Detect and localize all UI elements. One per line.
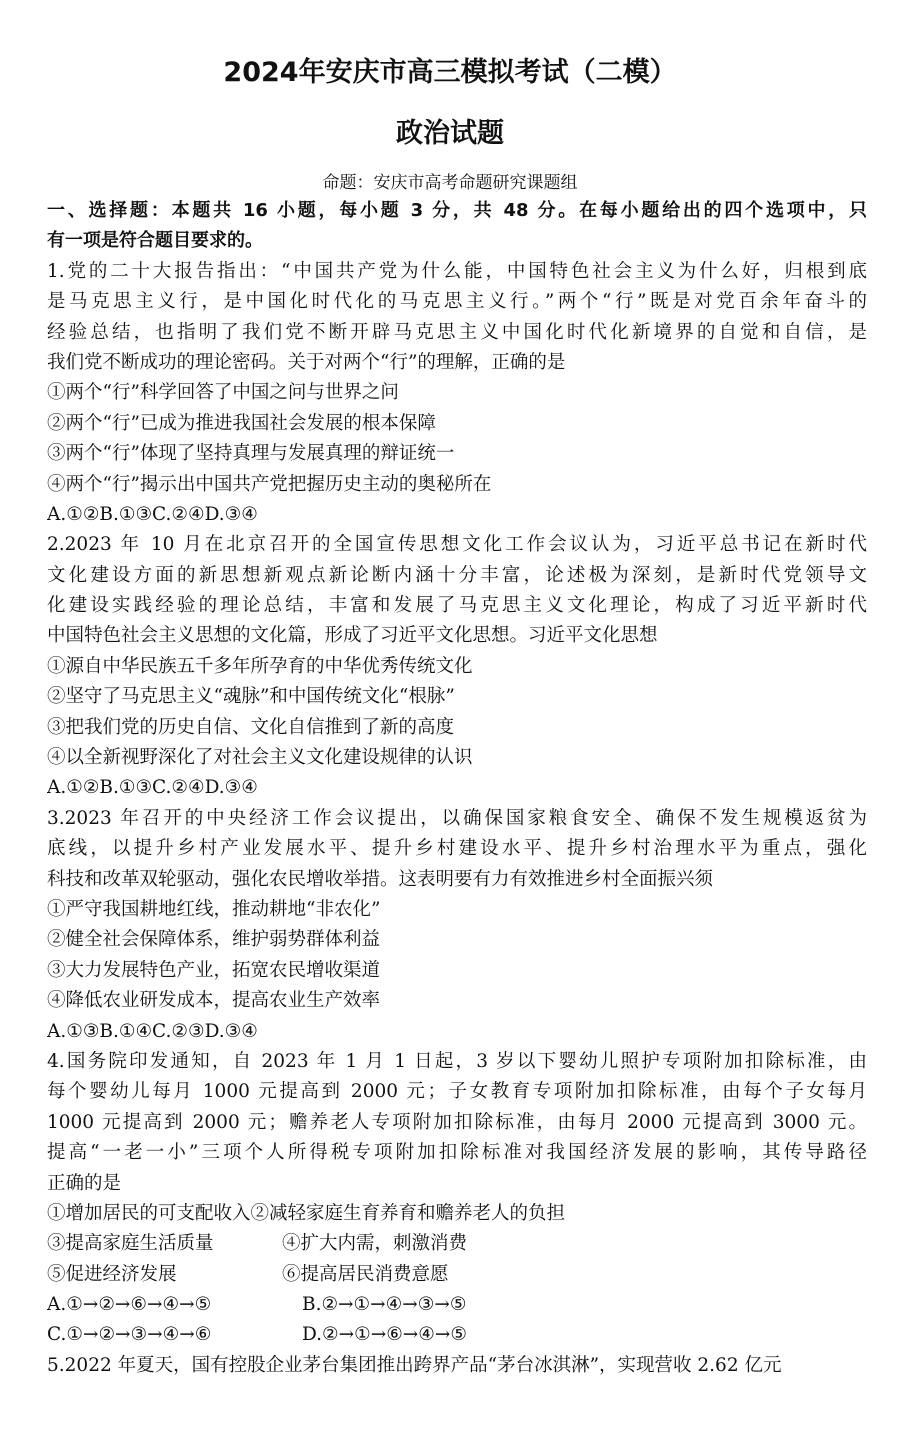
statement-item-row	[47, 1260, 867, 1290]
statement-item: ④扩大内需，刺激消费	[282, 1233, 468, 1255]
question-stem-line: 每个婴幼儿每月 1000 元提高到 2000 元；子女教育专项附加扣除标准，由每个子女每月	[47, 1081, 867, 1103]
answer-option-d: D.②→①→⑥→④→⑤	[302, 1324, 467, 1346]
question-2	[47, 530, 867, 804]
question-stem-line: 我们党不断成功的理论密码。关于对两个“行”的理解，正确的是	[47, 351, 566, 373]
answer-options: A.①②B.①③C.②④D.③④	[47, 503, 258, 525]
answer-option-c: C.①→②→③→④→⑥	[47, 1324, 212, 1346]
answer-options: A.①②B.①③C.②④D.③④	[47, 777, 258, 799]
question-4	[47, 1047, 867, 1351]
exam-title: 2024年安庆市高三模拟考试（二模）	[223, 57, 677, 88]
question-3	[47, 804, 867, 1047]
question-stem-line: 5.2022 年夏天，国有控股企业茅台集团推出跨界产品“茅台冰淇淋”，实现营收 2.62 亿元	[47, 1354, 782, 1376]
question-stem-line: 3.2023 年召开的中央经济工作会议提出，以确保国家粮食安全、确保不发生规模返贫为	[47, 807, 867, 829]
question-stem-line: 化建设实践经验的理论总结，丰富和发展了马克思主义文化理论，构成了习近平新时代	[47, 595, 867, 617]
question-stem-line: 经验总结，也指明了我们党不断开辟马克思主义中国化时代化新境界的自觉和自信，是	[47, 321, 867, 343]
question-stem-line: 提高“一老一小”三项个人所得税专项附加扣除标准对我国经济发展的影响，其传导路径	[47, 1142, 867, 1164]
section-instruction-line-2: 有一项是符合题目要求的。	[47, 230, 263, 252]
statement-item: ③两个“行”体现了坚持真理与发展真理的辩证统一	[47, 443, 455, 465]
question-stem-line: 中国特色社会主义思想的文化篇，形成了习近平文化思想。习近平文化思想	[47, 625, 658, 647]
question-stem-line: 文化建设方面的新思想新观点新论断内涵十分丰富，论述极为深刻，是新时代党领导文	[47, 564, 867, 586]
statement-item: ③提高家庭生活质量	[47, 1233, 214, 1255]
exam-subtitle: 政治试题	[396, 118, 504, 149]
question-stem-line: 底线，以提升乡村产业发展水平、提升乡村建设水平、提升乡村治理水平为重点，强化	[47, 838, 867, 860]
statement-item-row: ①增加居民的可支配收入②减轻家庭生育养育和赡养老人的负担	[47, 1202, 566, 1224]
statement-item: ②健全社会保障体系，维护弱势群体利益	[47, 929, 381, 951]
statement-item: ③大力发展特色产业，拓宽农民增收渠道	[47, 959, 381, 981]
statement-item: ④两个“行”揭示出中国共产党把握历史主动的奥秘所在	[47, 473, 492, 495]
question-stem-line: 正确的是	[47, 1172, 122, 1194]
question-stem-line: 1.党的二十大报告指出：“中国共产党为什么能，中国特色社会主义为什么好，归根到底	[47, 260, 867, 282]
question-stem-line: 1000 元提高到 2000 元；赡养老人专项附加扣除标准，由每月 2000 元提高到 3000 元。	[47, 1111, 867, 1133]
answer-options-row	[47, 1290, 867, 1320]
statement-item: ①两个“行”科学回答了中国之问与世界之问	[47, 382, 399, 404]
statement-item: ②坚守了马克思主义“魂脉”和中国传统文化“根脉”	[47, 686, 455, 708]
question-1	[47, 257, 867, 531]
question-stem-line: 是马克思主义行，是中国化时代化的马克思主义行。”两个“行”既是对党百余年奋斗的	[47, 291, 867, 313]
statement-item: ④降低农业研发成本，提高农业生产效率	[47, 990, 381, 1012]
answer-options-row	[47, 1320, 867, 1350]
question-5	[47, 1351, 867, 1381]
exam-content	[47, 196, 867, 1381]
statement-item: ②两个“行”已成为推进我国社会发展的根本保障	[47, 412, 436, 434]
answer-option-a: A.①→②→⑥→④→⑤	[47, 1294, 212, 1316]
statement-item-row	[47, 1229, 867, 1259]
statement-item: ①严守我国耕地红线，推动耕地“非农化”	[47, 898, 381, 920]
statement-item: ⑤促进经济发展	[47, 1263, 177, 1285]
answer-option-b: B.②→①→④→③→⑤	[302, 1294, 467, 1316]
exam-author: 命题：安庆市高考命题研究课题组	[322, 173, 578, 193]
statement-item: ③把我们党的历史自信、文化自信推到了新的高度	[47, 716, 455, 738]
answer-options: A.①③B.①④C.②③D.③④	[47, 1020, 258, 1042]
statement-item: ①源自中华民族五千多年所孕育的中华优秀传统文化	[47, 655, 473, 677]
statement-item: ⑥提高居民消费意愿	[282, 1263, 449, 1285]
question-stem-line: 4.国务院印发通知，自 2023 年 1 月 1 日起，3 岁以下婴幼儿照护专项附加扣除标准，由	[47, 1050, 867, 1072]
question-stem-line: 科技和改革双轮驱动，强化农民增收举措。这表明要有力有效推进乡村全面振兴须	[47, 868, 714, 890]
statement-item: ④以全新视野深化了对社会主义文化建设规律的认识	[47, 747, 473, 769]
question-stem-line: 2.2023 年 10 月在北京召开的全国宣传思想文化工作会议认为，习近平总书记在新时代	[47, 534, 867, 556]
section-instruction-line-1: 一、选择题：本题共 16 小题，每小题 3 分，共 48 分。在每小题给出的四个选项中，只	[47, 200, 867, 221]
